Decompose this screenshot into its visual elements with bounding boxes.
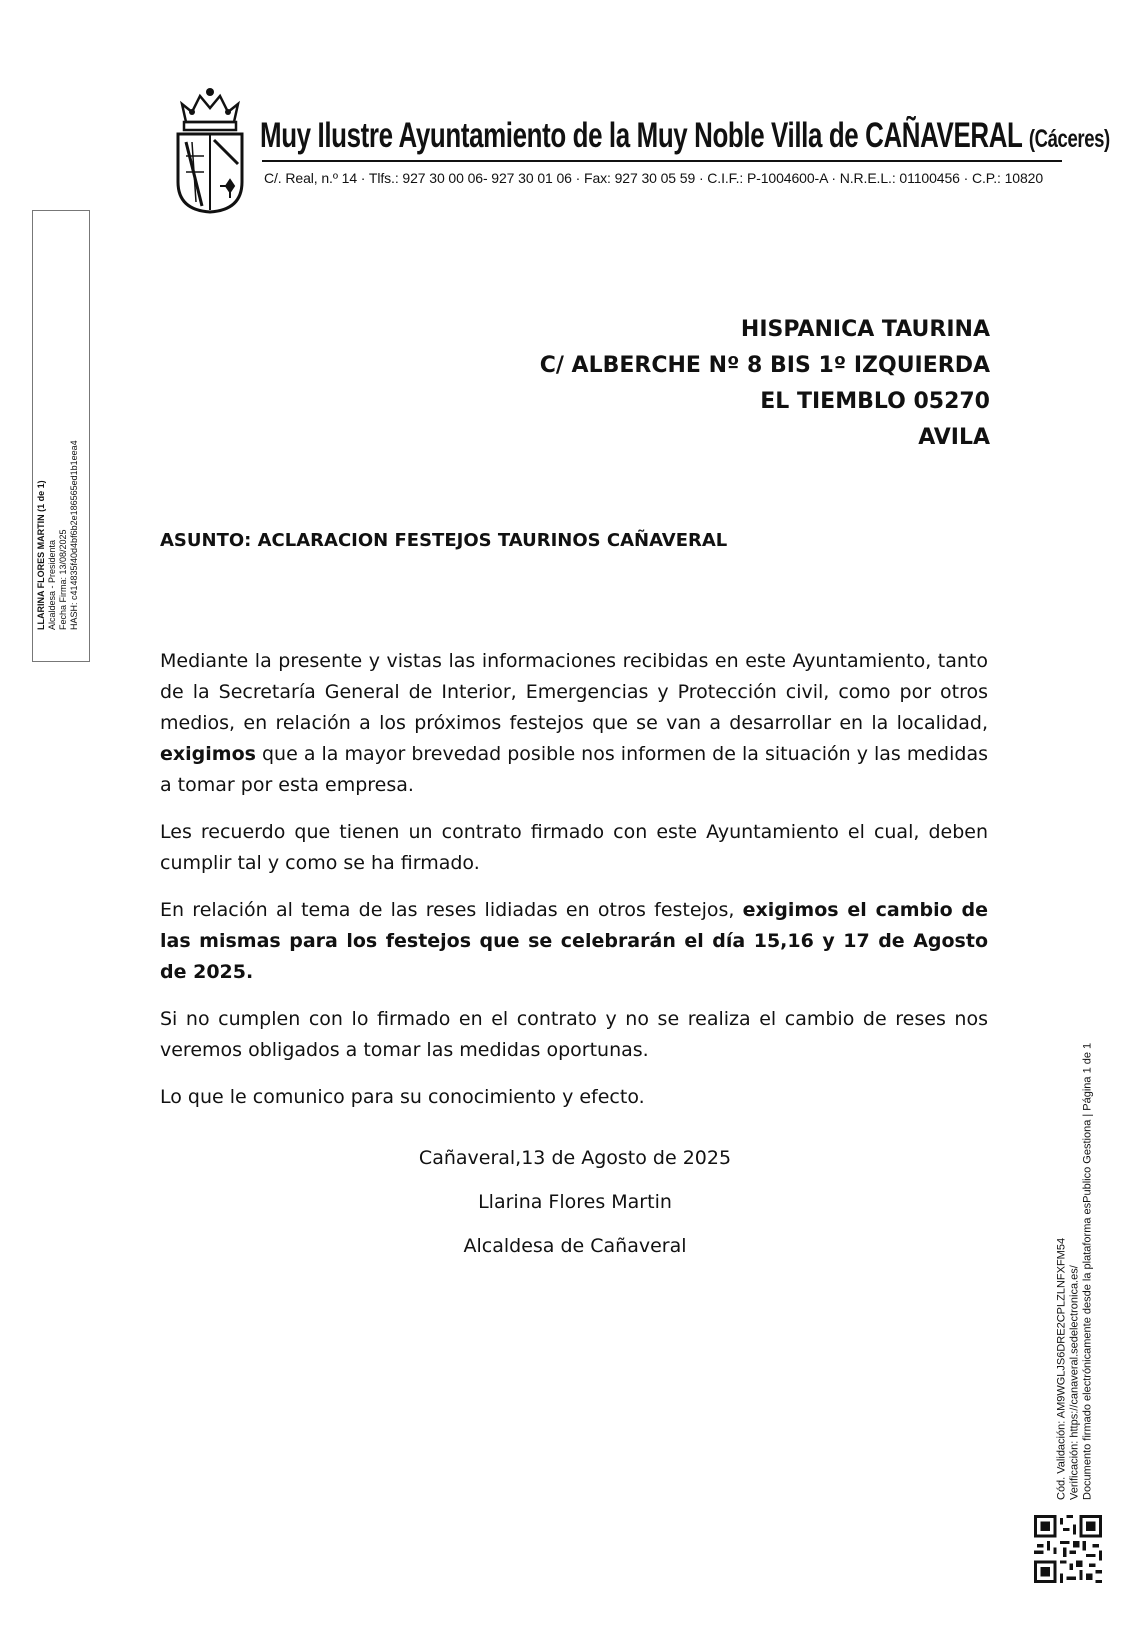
recipient-name: HISPANICA TAURINA (740, 317, 990, 342)
recipient-street: C/ ALBERCHE Nº 8 BIS 1º IZQUIERDA (539, 353, 990, 378)
recipient-province: AVILA (918, 425, 990, 450)
subject-line: ASUNTO: ACLARACION FESTEJOS TAURINOS CAÑAVERAL (160, 530, 728, 551)
recipient-city: EL TIEMBLO 05270 (760, 389, 990, 414)
verification-qr-code-icon (1034, 1515, 1102, 1583)
body-paragraph-2: Les recuerdo que tienen un contrato firmado con este Ayuntamiento el cual, deben cumplir tal y como se ha firmado. (160, 821, 988, 874)
letterhead-title (260, 116, 1110, 158)
closing-signer-role: Alcaldesa de Cañaveral (463, 1235, 687, 1257)
body-p1-text-a: Mediante la presente y vistas las informaciones recibidas en este Ayuntamiento, tanto de la Secretaría General de Interior, Emergencias y Protección civil, como por otros medios, en relación a los próximos festejos que se van a desarrollar en la localidad, (160, 650, 988, 734)
letter-body (160, 646, 988, 1129)
stamp-hash: HASH: c414835f40d4bf6b2e186565ed1b1eea4 (69, 440, 79, 630)
body-paragraph-1 (160, 646, 988, 801)
closing-block (360, 1136, 790, 1268)
letterhead-divider (262, 160, 1062, 162)
recipient-address (540, 312, 990, 456)
verification-strip (1056, 1000, 1095, 1500)
body-paragraph-3 (160, 895, 988, 988)
body-paragraph-4: Si no cumplen con lo firmado en el contrato y no se realiza el cambio de reses nos veremos obligados a tomar las medidas oportunas. (160, 1008, 988, 1061)
stamp-date: Fecha Firma: 13/08/2025 (58, 529, 68, 630)
body-p1-text-b: que a la mayor brevedad posible nos informen de la situación y las medidas a tomar por esta empresa. (160, 743, 988, 796)
body-p3-text: En relación al tema de las reses lidiadas en otros festejos, (160, 899, 743, 921)
closing-signer-name: Llarina Flores Martin (478, 1191, 672, 1213)
verification-url: Verificación: https://canaveral.sedelectronica.es/ (1068, 1265, 1081, 1500)
body-paragraph-5: Lo que le comunico para su conocimiento y efecto. (160, 1086, 645, 1108)
closing-place-date: Cañaveral,13 de Agosto de 2025 (418, 1147, 732, 1169)
signature-stamp (36, 230, 80, 630)
verification-code: Cód. Validación: AM9WGLJS6DRE2CPLZLNFXFM54 (1055, 1237, 1068, 1500)
letterhead-title-main: Muy Ilustre Ayuntamiento de la Muy Noble Villa de CAÑAVERAL (260, 116, 1023, 155)
municipal-coat-of-arms-logo (172, 86, 248, 214)
stamp-role: Alcaldesa - Presidenta (47, 539, 57, 630)
stamp-signer: LLARINA FLORES MARTIN (1 de 1) (36, 480, 46, 630)
letterhead-contact: C/. Real, n.º 14 · Tlfs.: 927 30 00 06- 927 30 01 06 · Fax: 927 30 05 59 · C.I.F.: P-1004600-A · N.R.E.L.: 01100456 · C.P.: 10820 (264, 170, 1044, 186)
verification-platform: Documento firmado electrónicamente desde la plataforma esPublico Gestiona | Página 1 de 1 (1081, 1042, 1094, 1500)
letterhead-title-suffix: (Cáceres) (1028, 125, 1110, 153)
body-p3-bold: exigimos el cambio de las mismas para los festejos que se celebrarán el día 15,16 y 17 de Agosto de 2025. (160, 899, 988, 983)
body-p1-bold: exigimos (160, 743, 256, 765)
